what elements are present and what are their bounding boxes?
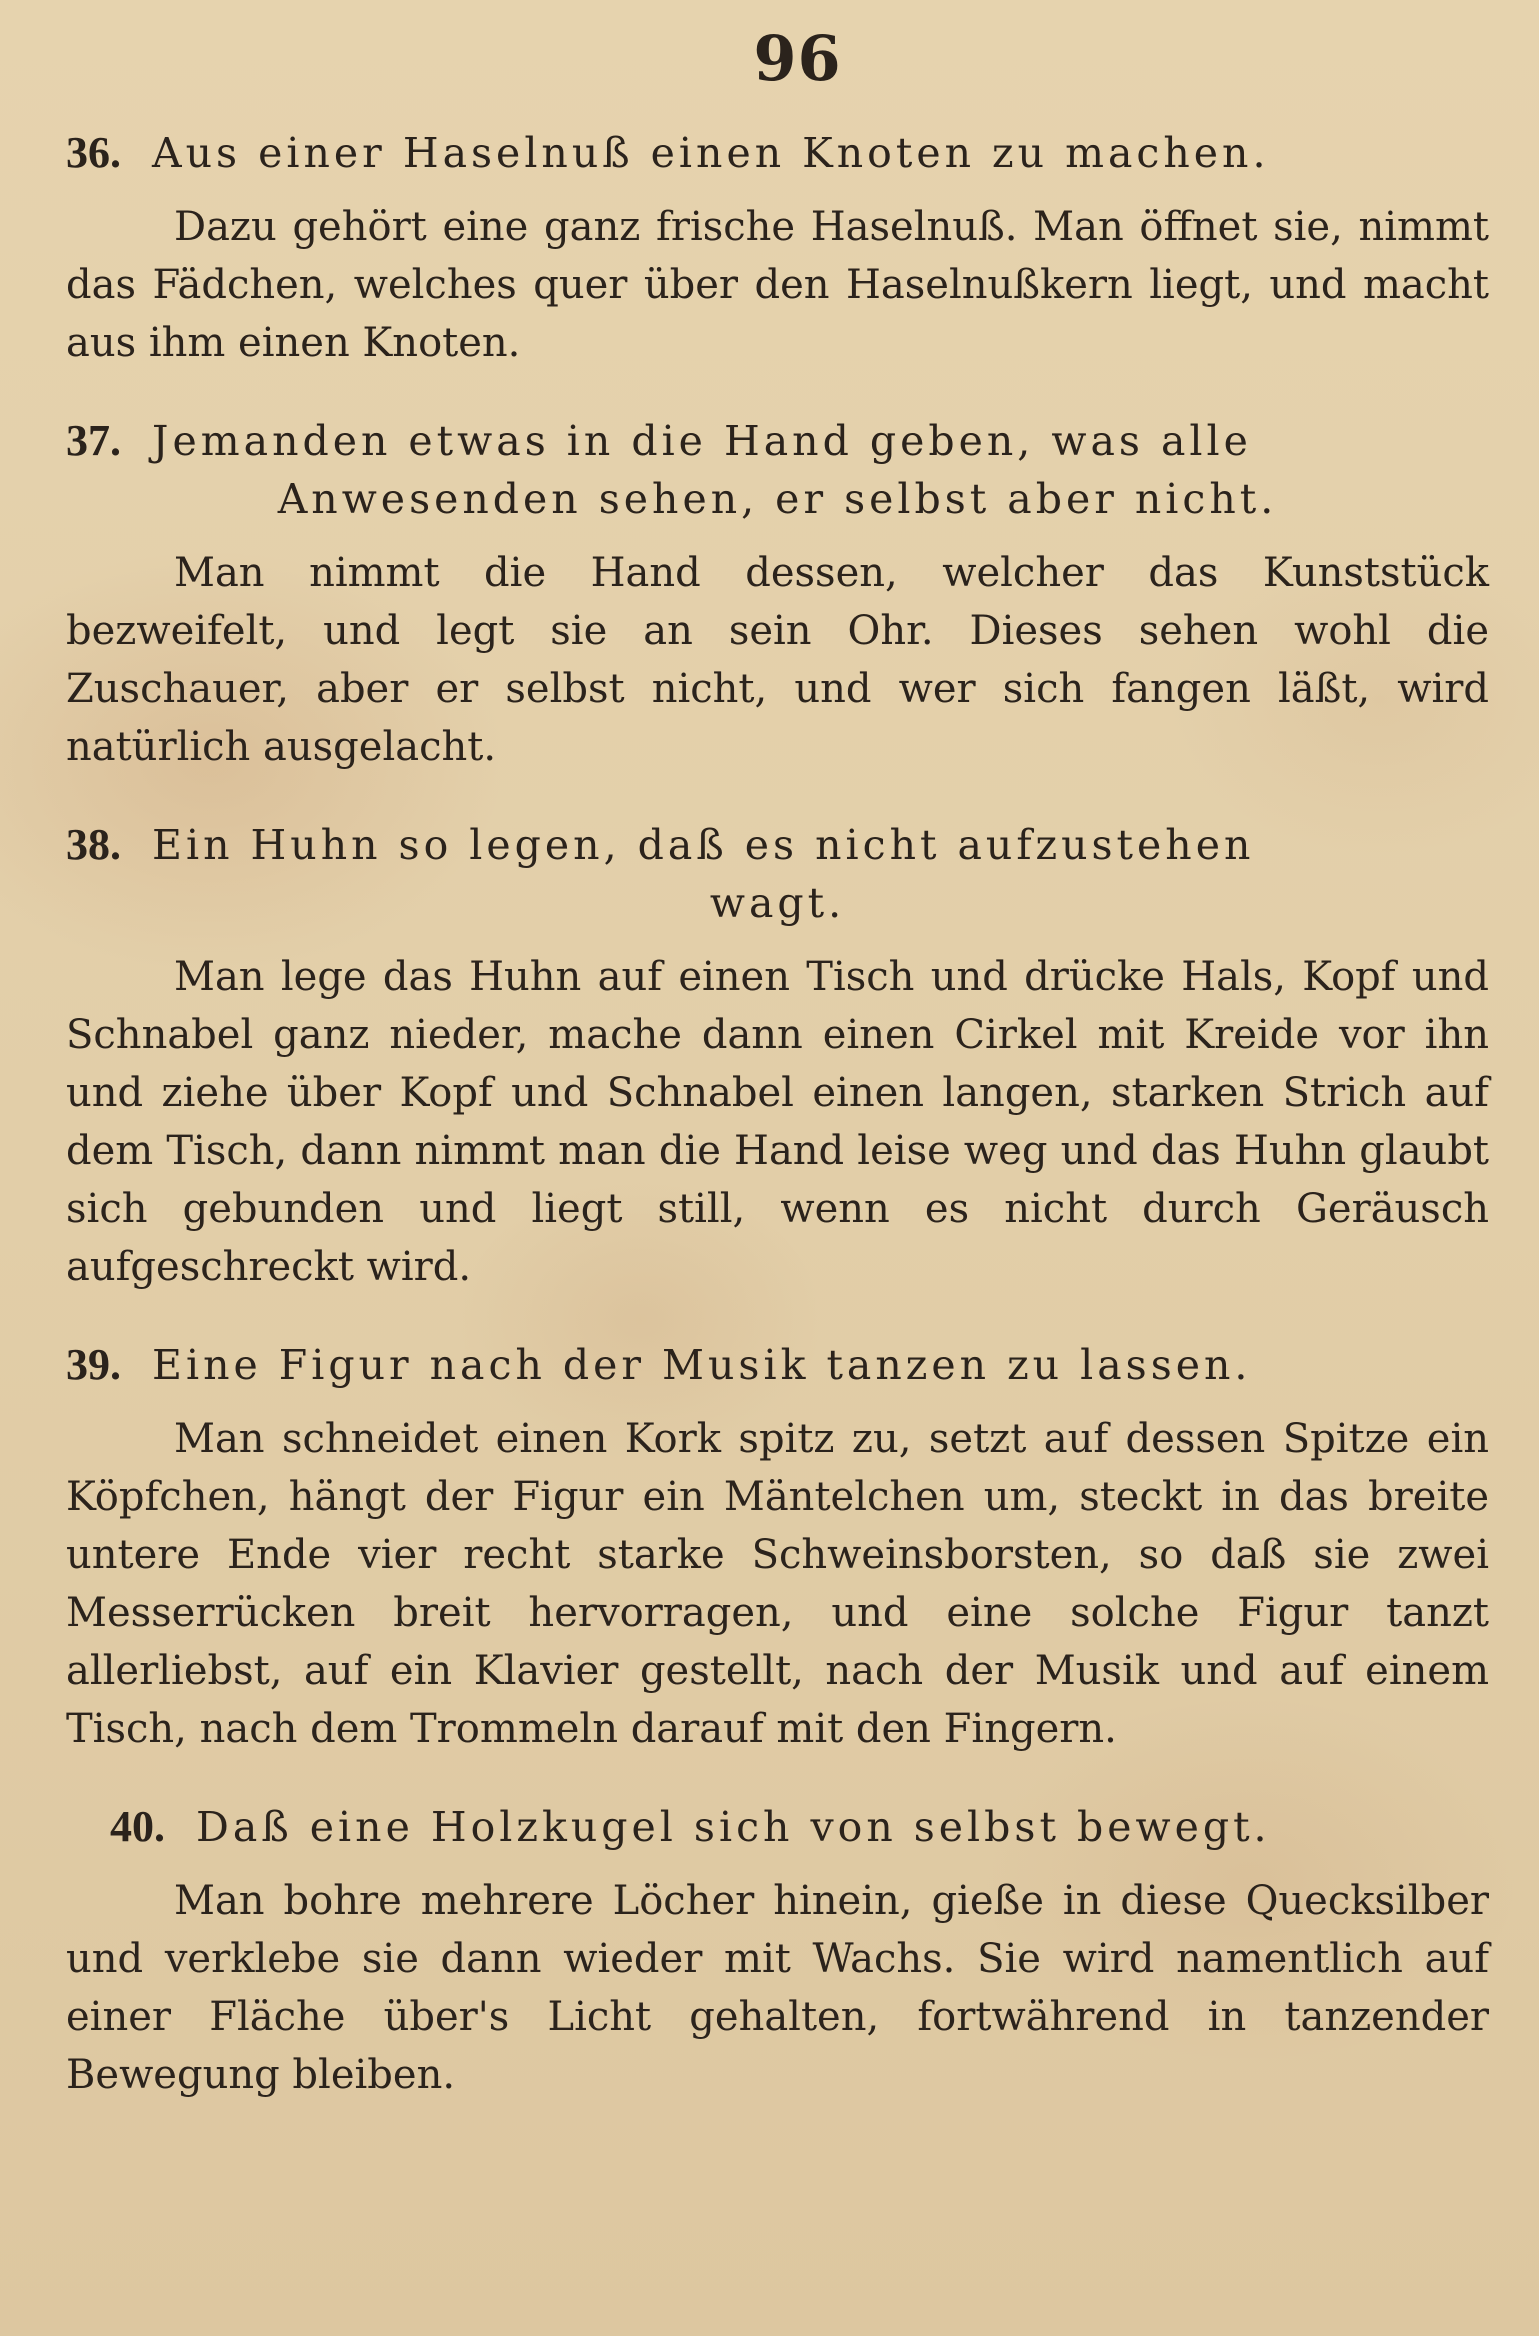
entry-body: Man bohre mehrere Löcher hinein, gieße in diese Quecksilber und verklebe sie dann wieder mit Wachs. Sie wird namentlich auf einer Fläche über's Licht gehalten, fortwährend in tanzender Bewegung bleiben. xyxy=(66,1878,1489,2098)
entry-number: 37. xyxy=(66,416,121,465)
entry-body: Man lege das Huhn auf einen Tisch und drücke Hals, Kopf und Schnabel ganz nieder, mache dann einen Cirkel mit Kreide vor ihn und ziehe über Kopf und Schnabel einen langen, starken Strich auf dem Tisch, dann nimmt man die Hand leise weg und das Huhn glaubt sich gebunden und liegt still, wenn es nicht durch Geräusch aufgeschreckt wird. xyxy=(66,954,1489,1290)
entry-number: 39. xyxy=(66,1340,121,1389)
entry-title: Eine Figur nach der Musik tanzen zu lassen. xyxy=(152,1341,1252,1389)
entry-38 xyxy=(66,816,1489,1296)
entry-heading xyxy=(66,816,1489,932)
entry-title: Daß eine Holzkugel sich von selbst bewegt. xyxy=(196,1803,1271,1851)
entry-title-continued: wagt. xyxy=(709,879,846,927)
entry-37 xyxy=(66,412,1489,776)
page-number: 96 xyxy=(753,22,842,95)
entry-body: Man nimmt die Hand dessen, welcher das Kunststück bezweifelt, und legt sie an sein Ohr. Dieses sehen wohl die Zuschauer, aber er selbst nicht, und wer sich fangen läßt, wird natürlich ausgelacht. xyxy=(66,550,1489,770)
entry-title: Aus einer Haselnuß einen Knoten zu machen. xyxy=(152,129,1270,177)
entry-body: Man schneidet einen Kork spitz zu, setzt auf dessen Spitze ein Köpfchen, hängt der Figur ein Mäntelchen um, steckt in das breite untere Ende vier recht starke Schweinsborsten, so daß sie zwei Messerrücken breit hervorragen, und eine solche Figur tanzt allerliebst, auf ein Klavier gestellt, nach der Musik und auf einem Tisch, nach dem Trommeln darauf mit den Fingern. xyxy=(66,1416,1489,1752)
entry-39 xyxy=(66,1336,1489,1758)
entry-40 xyxy=(66,1798,1489,2104)
entry-heading xyxy=(66,124,1489,182)
entry-number: 36. xyxy=(66,128,121,177)
entry-title: Ein Huhn so legen, daß es nicht aufzustehen xyxy=(152,821,1255,869)
entry-heading xyxy=(66,412,1489,528)
entry-heading xyxy=(66,1798,1489,1856)
entry-number: 40. xyxy=(110,1802,165,1851)
entry-number: 38. xyxy=(66,820,121,869)
entry-36 xyxy=(66,124,1489,372)
entry-title: Jemanden etwas in die Hand geben, was alle xyxy=(152,417,1252,465)
entry-heading xyxy=(66,1336,1489,1394)
entry-body: Dazu gehört eine ganz frische Haselnuß. Man öffnet sie, nimmt das Fädchen, welches quer über den Haselnußkern liegt, und macht aus ihm einen Knoten. xyxy=(66,204,1489,366)
entry-title-continued: Anwesenden sehen, er selbst aber nicht. xyxy=(277,475,1278,523)
